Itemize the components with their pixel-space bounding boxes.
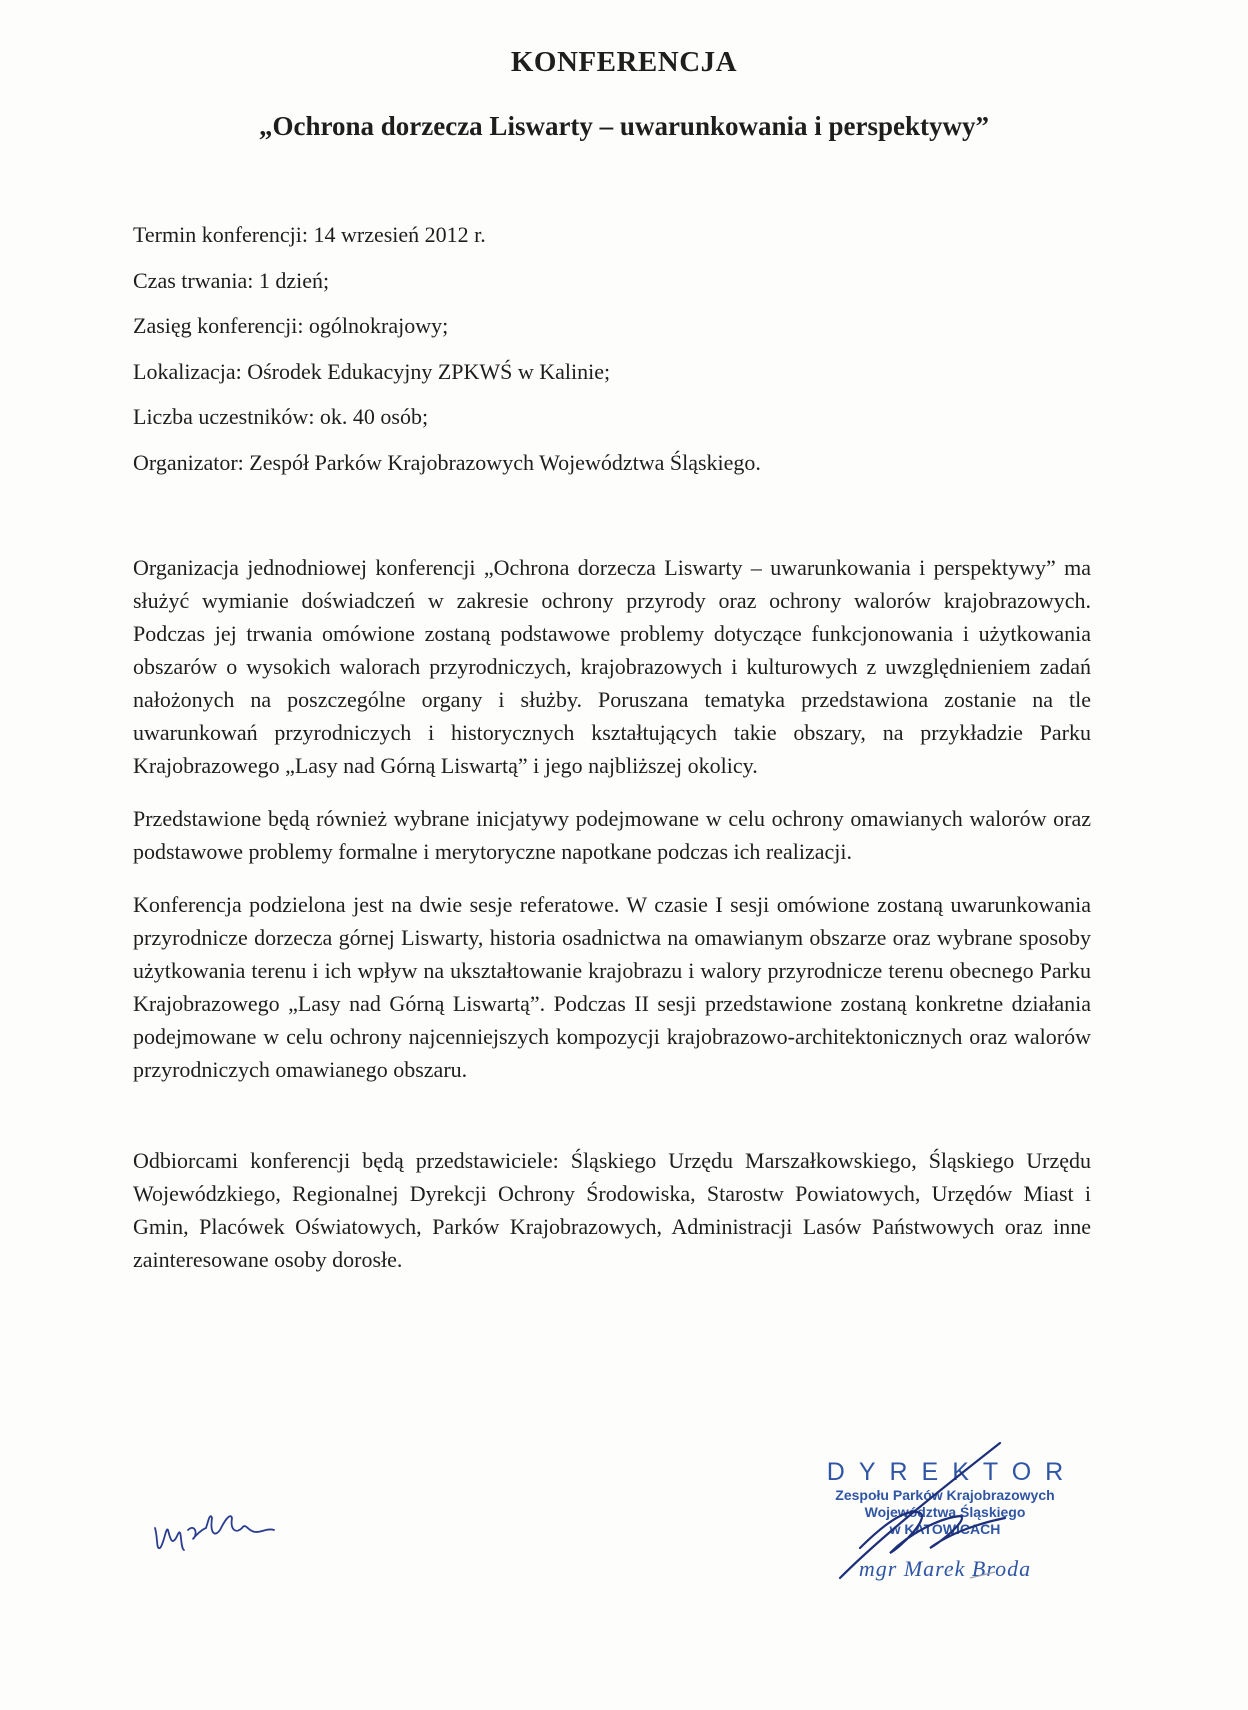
document-title: KONFERENCJA	[510, 46, 738, 78]
paragraph-audience: Odbiorcami konferencji będą przedstawiciele: Śląskiego Urzędu Marszałkowskiego, Śląskiego Urzędu Wojewódzkiego, Regionalnej Dyrekcji Ochrony Środowiska, Starostw Powiatowych, Urzędów Miast i Gmin, Placówek Oświatowych, Parków Krajobrazowych, Administracji Lasów Państwowych oraz inne zainteresowane osoby dorosłe.	[133, 1148, 1091, 1272]
document-body	[133, 551, 1091, 1296]
stamp-title: DYREKTOR	[826, 1458, 1078, 1486]
paragraph-initiatives: Przedstawione będą również wybrane inicjatywy podejmowane w celu ochrony omawianych walorów oraz podstawowe problemy formalne i merytoryczne napotkane podczas ich realizacji.	[133, 806, 1091, 864]
stamp-line-2: Województwa Śląskiego	[864, 1504, 1026, 1520]
conference-details	[133, 222, 1113, 495]
detail-duration: Czas trwania: 1 dzień;	[133, 267, 330, 293]
stamp-line-3: w KATOWICACH	[889, 1521, 1001, 1537]
detail-date: Termin konferencji: 14 wrzesień 2012 r.	[133, 222, 486, 247]
stamp-line-1: Zespołu Parków Krajobrazowych	[835, 1487, 1055, 1503]
document-subtitle: „Ochrona dorzecza Liswarty – uwarunkowania i perspektywy”	[258, 111, 989, 141]
signature-icon	[820, 1438, 1050, 1588]
detail-scope: Zasięg konferencji: ogólnokrajowy;	[133, 313, 449, 338]
paraph-icon	[150, 1508, 280, 1558]
detail-organizer: Organizator: Zespół Parków Krajobrazowych Województwa Śląskiego.	[133, 449, 761, 475]
paragraph-intro: Organizacja jednodniowej konferencji „Ochrona dorzecza Liswarty – uwarunkowania i perspektywy” ma służyć wymianie doświadczeń w zakresie ochrony przyrody oraz ochrony walorów krajobrazowych. Podczas jej trwania omówione zostaną podstawowe problemy dotyczące funkcjonowania i użytkowania obszarów o wysokich walorach przyrodniczych, krajobrazowych i kulturowych z uwzględnieniem zadań nałożonych na poszczególne organy i służby. Poruszana tematyka przedstawiona zostanie na tle uwarunkowań przyrodniczych i historycznych kształtujących takie obszary, na przykładzie Parku Krajobrazowego „Lasy nad Górną Liswartą” i jego najbliższej okolicy.	[133, 555, 1091, 778]
detail-participants: Liczba uczestników: ok. 40 osób;	[133, 404, 429, 429]
director-name: mgr Marek Broda	[858, 1556, 1032, 1581]
paragraph-sessions: Konferencja podzielona jest na dwie sesje referatowe. W czasie I sesji omówione zostaną uwarunkowania przyrodnicze dorzecza górnej Liswarty, historia osadnictwa na omawianym obszarze oraz wybrane sposoby użytkowania terenu i ich wpływ na ukształtowanie krajobrazu i walory przyrodnicze terenu obecnego Parku Krajobrazowego „Lasy nad Górną Liswartą”. Podczas II sesji przedstawione zostaną konkretne działania podejmowane w celu ochrony najcenniejszych kompozycji krajobrazowo-architektonicznych oraz walorów przyrodniczych omawianego obszaru.	[133, 892, 1091, 1082]
detail-location: Lokalizacja: Ośrodek Edukacyjny ZPKWŚ w Kalinie;	[133, 358, 611, 384]
